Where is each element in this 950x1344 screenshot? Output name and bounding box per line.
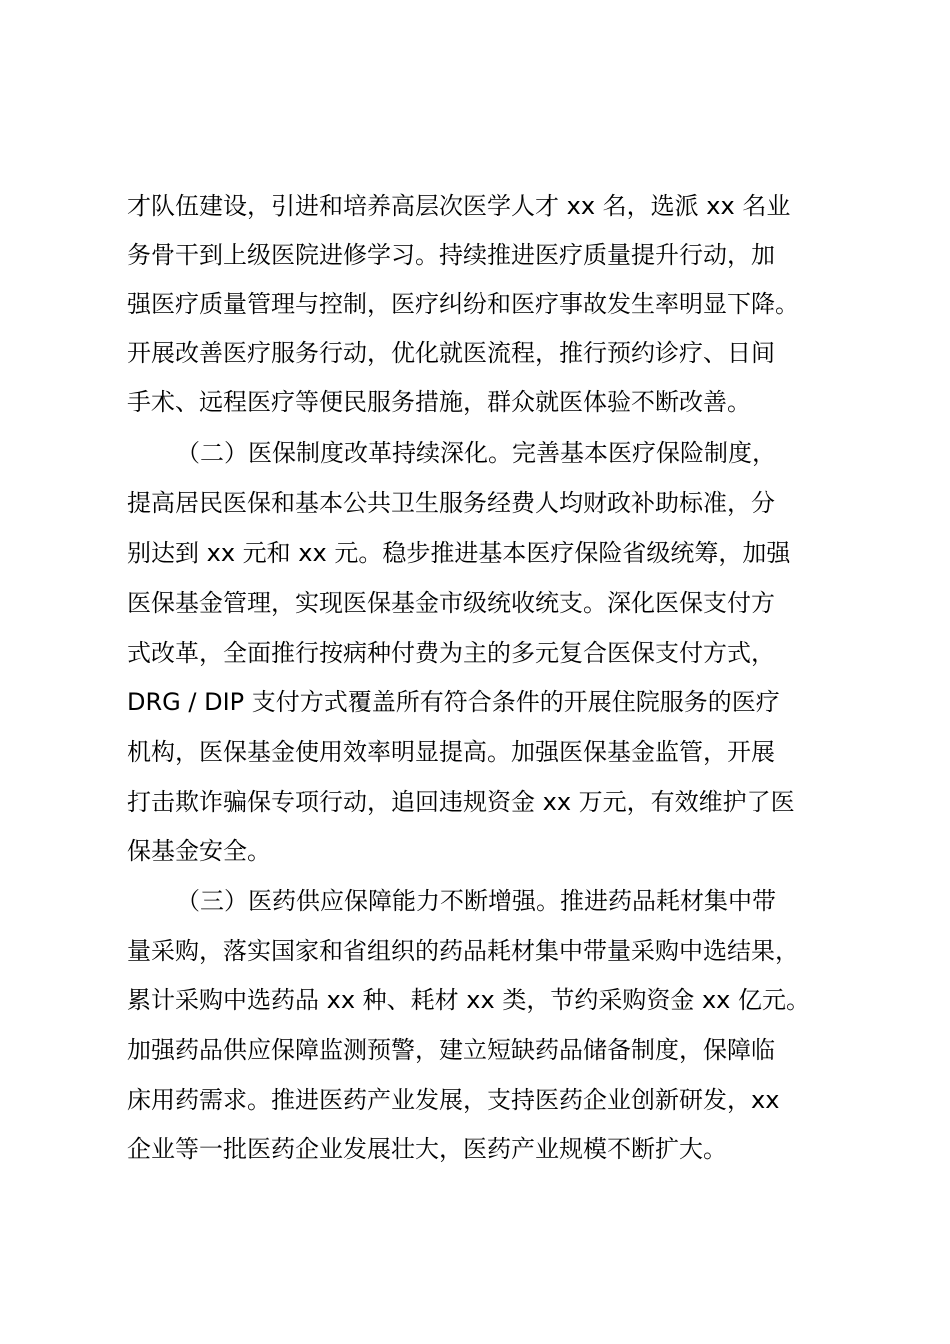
text-line: 机构，医保基金使用效率明显提高。加强医保基金监管，开展: [127, 738, 775, 766]
text-line: 医保基金管理，实现医保基金市级统收统支。深化医保支付方: [127, 589, 775, 617]
text-line: 才队伍建设，引进和培养高层次医学人才 xx 名，选派 xx 名业: [127, 192, 791, 220]
text-line: 务骨干到上级医院进修学习。持续推进医疗质量提升行动，加: [127, 241, 775, 269]
text-line: 床用药需求。推进医药产业发展，支持医药企业创新研发，xx: [127, 1086, 780, 1114]
text-line: 别达到 xx 元和 xx 元。稳步推进基本医疗保险省级统筹，加强: [127, 539, 791, 567]
text-line: 企业等一批医药企业发展壮大，医药产业规模不断扩大。: [127, 1135, 727, 1163]
text-line: 开展改善医疗服务行动，优化就医流程，推行预约诊疗、日间: [127, 339, 775, 367]
section-heading-line: （三）医药供应保障能力不断增强。推进药品耗材集中带: [176, 887, 776, 915]
text-line: 提高居民医保和基本公共卫生服务经费人均财政补助标准，分: [127, 489, 775, 517]
text-line: 累计采购中选药品 xx 种、耗材 xx 类，节约采购资金 xx 亿元。: [127, 986, 810, 1014]
text-line: 式改革，全面推行按病种付费为主的多元复合医保支付方式，: [127, 639, 775, 667]
text-line: 量采购，落实国家和省组织的药品耗材集中带量采购中选结果，: [127, 937, 799, 965]
section-heading-line: （二）医保制度改革持续深化。完善基本医疗保险制度，: [176, 439, 776, 467]
text-line: 保基金安全。: [127, 837, 271, 865]
text-line: 强医疗质量管理与控制，医疗纠纷和医疗事故发生率明显下降。: [127, 290, 799, 318]
text-line: 加强药品供应保障监测预警，建立短缺药品储备制度，保障临: [127, 1036, 775, 1064]
text-line: 手术、远程医疗等便民服务措施，群众就医体验不断改善。: [127, 388, 751, 416]
text-line: DRG / DIP 支付方式覆盖所有符合条件的开展住院服务的医疗: [127, 688, 780, 716]
text-line: 打击欺诈骗保专项行动，追回违规资金 xx 万元，有效维护了医: [127, 788, 795, 816]
